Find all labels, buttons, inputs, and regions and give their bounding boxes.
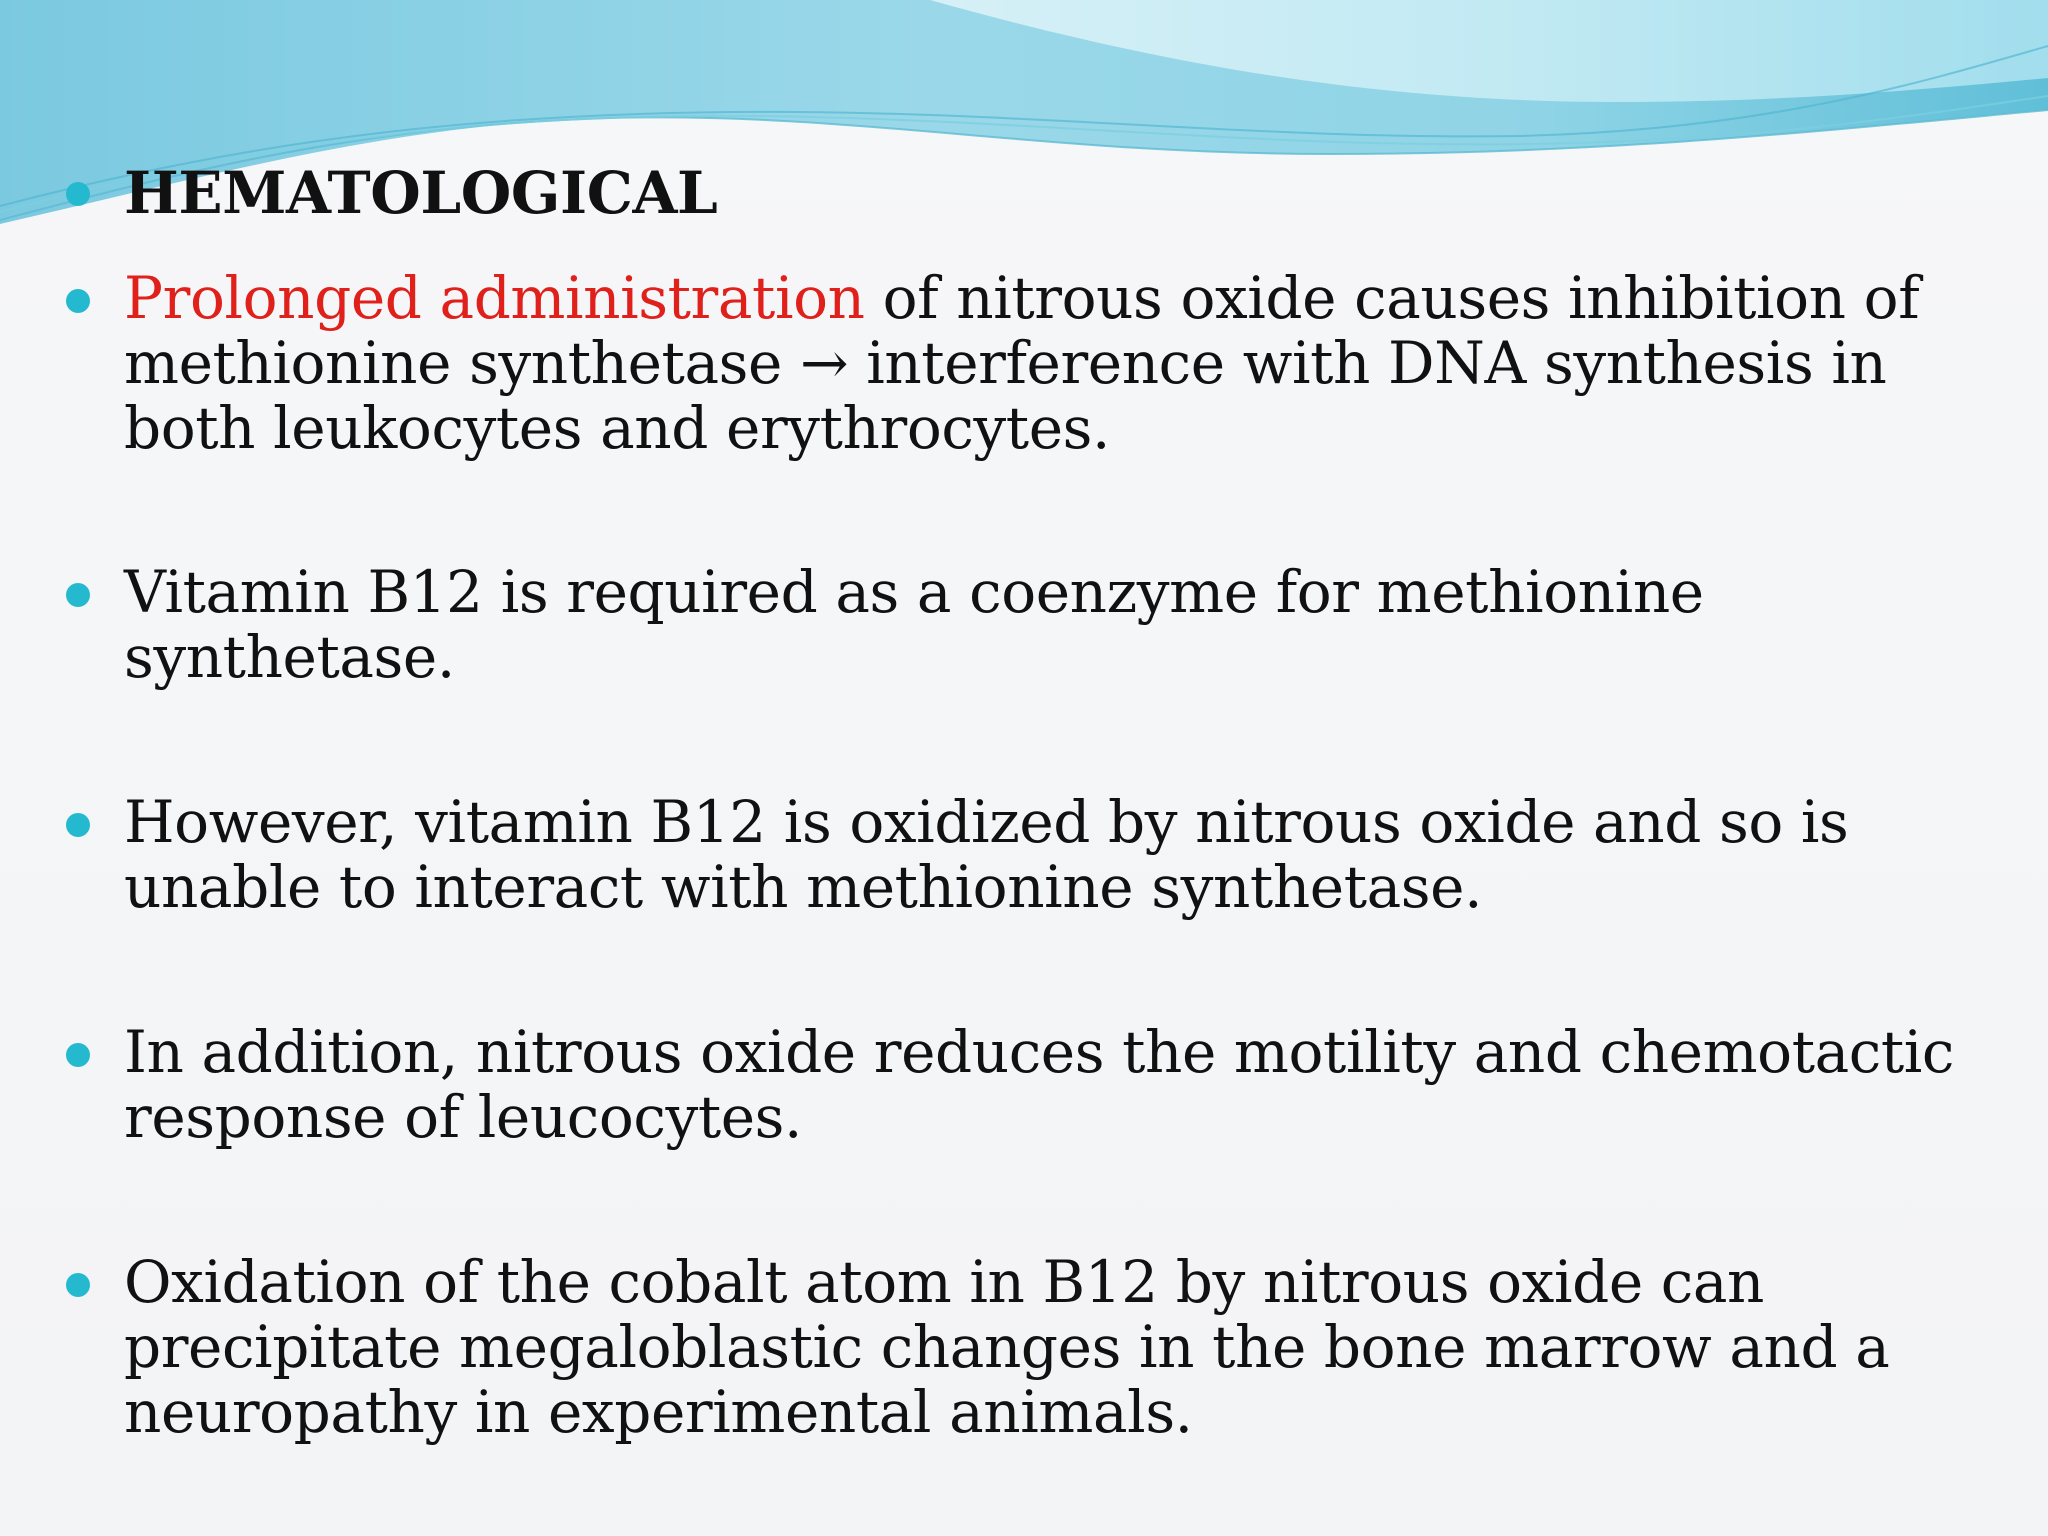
- bullet-text-1: [124, 266, 1984, 461]
- bullet-icon: [66, 1273, 90, 1297]
- bullet-icon: [66, 289, 90, 313]
- highlighted-text: Prolonged administration: [124, 264, 865, 332]
- bullet-body-text: of nitrous oxide causes inhibition of methionine synthetase → interference with DNA synthesis in both leukocytes and erythrocytes.: [124, 264, 1920, 462]
- bullet-text-4: In addition, nitrous oxide reduces the motility and chemotactic response of leucocytes.: [124, 1018, 1955, 1151]
- bullet-icon: [66, 182, 90, 206]
- slide-heading: HEMATOLOGICAL: [124, 159, 718, 227]
- bullet-text-2: Vitamin B12 is required as a coenzyme for methionine synthetase.: [124, 558, 1704, 691]
- bullet-text-3: However, vitamin B12 is oxidized by nitrous oxide and so is unable to interact with methionine synthetase.: [124, 788, 1849, 921]
- bullet-icon: [66, 583, 90, 607]
- bullet-text-5: Oxidation of the cobalt atom in B12 by nitrous oxide can precipitate megaloblastic changes in the bone marrow and a neuropathy in experimental animals.: [124, 1248, 1890, 1446]
- bullet-icon: [66, 1043, 90, 1067]
- bullet-icon: [66, 813, 90, 837]
